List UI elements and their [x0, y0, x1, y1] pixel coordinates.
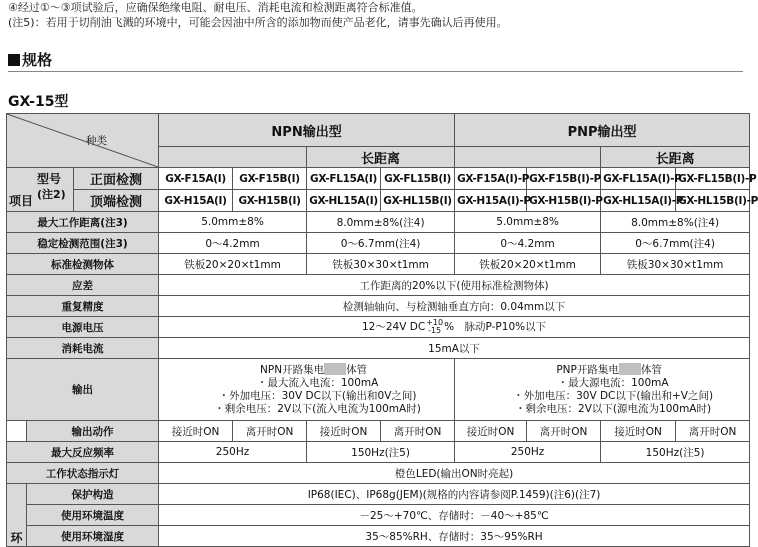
output-npn-line-3: ・剩余电压：2V以下(流入电流为100mA时)	[214, 403, 421, 415]
redacted-mark	[619, 363, 641, 375]
max-range-pnp-std: 5.0mm±8%	[455, 212, 601, 233]
action-3: 接近时ON	[307, 421, 381, 442]
action-1: 接近时ON	[159, 421, 233, 442]
row-label-indicator: 工作状态指示灯	[7, 463, 159, 484]
notes	[8, 0, 508, 30]
stable-range-pnp-long: 0～6.7mm(注4)	[601, 233, 750, 254]
amb-temp-value: －25～+70℃、存储时：－40～+85℃	[159, 505, 750, 526]
item-label: 项目	[9, 194, 34, 208]
row-label-current: 消耗电流	[7, 338, 159, 359]
model-f15b: GX-F15B(I)	[233, 168, 307, 190]
pnp-standard-blank	[455, 147, 601, 168]
npn-standard-blank	[159, 147, 307, 168]
model-h15a-p: GX-H15A(I)-P	[455, 190, 527, 212]
supply-tol-minus: -15	[428, 326, 442, 335]
item-model-cell	[7, 168, 74, 212]
front-detect-label: 正面检测	[74, 168, 159, 190]
row-label-output-action: 输出动作	[27, 421, 159, 442]
row-label-hysteresis: 应差	[7, 275, 159, 296]
supply-suffix: % 脉动P-P10%以下	[444, 321, 547, 333]
max-range-pnp-long: 8.0mm±8%(注4)	[601, 212, 750, 233]
supply-tol-plus: +10	[426, 318, 444, 327]
row-label-stable-range: 稳定检测范围(注3)	[7, 233, 159, 254]
pnp-header: PNP输出型	[455, 114, 750, 147]
kind-label: 种类	[86, 135, 108, 147]
current-value: 15mA以下	[159, 338, 750, 359]
output-npn-line-2: ・外加电压：30V DC以下(输出和0V之间)	[218, 390, 417, 402]
row-label-max-freq: 最大反应频率	[7, 442, 159, 463]
model-hl15a: GX-HL15A(I)	[307, 190, 381, 212]
env-group-label: 环	[7, 484, 27, 547]
supply-tolerance	[426, 319, 443, 335]
header-corner	[7, 114, 159, 168]
model-note: (注2)	[37, 188, 66, 201]
std-object-npn-long: 铁板30×30×t1mm	[307, 254, 455, 275]
model-label: 型号	[37, 172, 62, 186]
output-pnp-title-a: PNP开路集电	[556, 364, 619, 376]
note-line-1: ④经过①～③项试验后，应确保绝缘电阻、耐电压、消耗电流和检测距离符合标准值。	[8, 1, 423, 14]
action-2: 离开时ON	[233, 421, 307, 442]
output-pnp-title	[457, 363, 747, 377]
output-pnp-title-b: 体管	[640, 364, 662, 376]
max-freq-npn-long: 150Hz(注5)	[307, 442, 455, 463]
output-npn-title	[161, 363, 452, 377]
stable-range-pnp-std: 0～4.2mm	[455, 233, 601, 254]
section-title-text: 规格	[22, 51, 53, 69]
model-f15a-p: GX-F15A(I)-P	[455, 168, 527, 190]
max-range-npn-std: 5.0mm±8%	[159, 212, 307, 233]
npn-header: NPN输出型	[159, 114, 455, 147]
square-bullet-icon	[8, 54, 20, 66]
model-hl15a-p: GX-HL15A(I)-P	[601, 190, 676, 212]
max-freq-pnp-long: 150Hz(注5)	[601, 442, 750, 463]
indicator-value: 橙色LED(输出ON时亮起)	[159, 463, 750, 484]
stable-range-npn-long: 0～6.7mm(注4)	[307, 233, 455, 254]
stable-range-npn-std: 0～4.2mm	[159, 233, 307, 254]
row-label-protection: 保护构造	[27, 484, 159, 505]
action-8: 离开时ON	[676, 421, 750, 442]
row-label-amb-humid: 使用环境湿度	[27, 526, 159, 547]
std-object-npn-std: 铁板20×20×t1mm	[159, 254, 307, 275]
output-group-spacer	[7, 421, 27, 442]
action-6: 离开时ON	[527, 421, 601, 442]
diagonal-line	[7, 114, 158, 167]
std-object-pnp-long: 铁板30×30×t1mm	[601, 254, 750, 275]
row-label-std-object: 标准检测物体	[7, 254, 159, 275]
model-hl15b: GX-HL15B(I)	[381, 190, 455, 212]
model-f15a: GX-F15A(I)	[159, 168, 233, 190]
model-fl15a-p: GX-FL15A(I)-P	[601, 168, 676, 190]
repeat-value: 检测轴轴向、与检测轴垂直方向：0.04mm以下	[159, 296, 750, 317]
std-object-pnp-std: 铁板20×20×t1mm	[455, 254, 601, 275]
amb-humid-value: 35～85%RH、存储时：35～95%RH	[159, 526, 750, 547]
output-npn	[159, 359, 455, 421]
note-line-2: (注5)：若用于切削油飞溅的环境中，可能会因油中所含的添加物而使产品老化，请事先确认后再使用。	[8, 16, 508, 29]
protection-value: IP68(IEC)、IP68g(JEM)(规格的内容请参阅P.1459)(注6)(注7)	[159, 484, 750, 505]
hysteresis-value: 工作距离的20%以下(使用标准检测物体)	[159, 275, 750, 296]
action-5: 接近时ON	[455, 421, 527, 442]
output-pnp-line-1: ・最大源电流：100mA	[557, 377, 669, 389]
row-label-repeat: 重复精度	[7, 296, 159, 317]
model-h15a: GX-H15A(I)	[159, 190, 233, 212]
model-hl15b-p: GX-HL15B(I)-P	[676, 190, 750, 212]
action-4: 离开时ON	[381, 421, 455, 442]
title-divider	[8, 71, 743, 72]
max-freq-npn-std: 250Hz	[159, 442, 307, 463]
output-pnp-line-2: ・外加电压：30V DC以下(输出和+V之间)	[513, 390, 714, 402]
supply-value	[159, 317, 750, 338]
model-title: GX-15型	[8, 94, 69, 110]
model-fl15b: GX-FL15B(I)	[381, 168, 455, 190]
supply-prefix: 12～24V DC	[362, 321, 426, 333]
npn-long-range: 长距离	[307, 147, 455, 168]
top-detect-label: 顶端检测	[74, 190, 159, 212]
spec-table	[6, 113, 758, 547]
max-freq-pnp-std: 250Hz	[455, 442, 601, 463]
row-label-output: 输出	[7, 359, 159, 421]
row-label-amb-temp: 使用环境温度	[27, 505, 159, 526]
row-label-max-range: 最大工作距离(注3)	[7, 212, 159, 233]
output-npn-line-1: ・最大流入电流：100mA	[256, 377, 379, 389]
model-h15b: GX-H15B(I)	[233, 190, 307, 212]
row-label-supply: 电源电压	[7, 317, 159, 338]
output-pnp-line-3: ・剩余电压：2V以下(源电流为100mA时)	[515, 403, 712, 415]
section-title	[8, 49, 52, 70]
redacted-mark	[324, 363, 346, 375]
pnp-long-range: 长距离	[601, 147, 750, 168]
model-f15b-p: GX-F15B(I)-P	[527, 168, 601, 190]
max-range-npn-long: 8.0mm±8%(注4)	[307, 212, 455, 233]
output-npn-title-b: 体管	[346, 364, 368, 376]
output-pnp	[455, 359, 750, 421]
action-7: 接近时ON	[601, 421, 676, 442]
model-fl15a: GX-FL15A(I)	[307, 168, 381, 190]
model-fl15b-p: GX-FL15B(I)-P	[676, 168, 750, 190]
output-npn-title-a: NPN开路集电	[260, 364, 325, 376]
model-h15b-p: GX-H15B(I)-P	[527, 190, 601, 212]
